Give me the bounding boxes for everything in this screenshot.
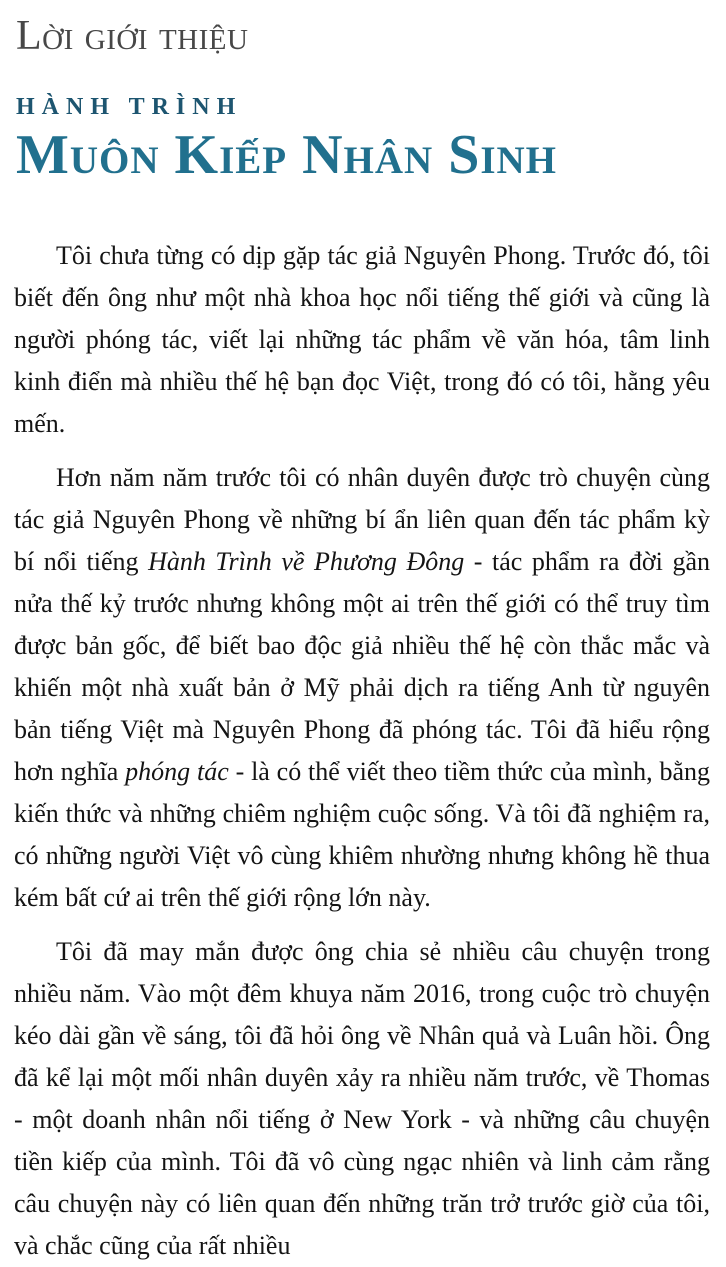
book-title-line1: HÀNH TRÌNH bbox=[16, 94, 243, 121]
text-run: Tôi chưa từng có dịp gặp tác giả Nguyên Phong. Trước đó, tôi biết đến ông như một nhà khoa học nổi tiếng thế giới và cũng là người phóng tác, viết lại những tác phẩm về văn hóa, tâm linh kinh điển mà nhiều thế hệ bạn đọc Việt, trong đó có tôi, hằng yêu mến. bbox=[14, 241, 710, 439]
italic-text-run: phóng tác bbox=[125, 757, 229, 787]
text-run: - tác phẩm ra đời gần nửa thế kỷ trước nhưng không một ai trên thế giới có thể truy tìm được bản gốc, để biết bao độc giả nhiều thế hệ còn thắc mắc và khiến một nhà xuất bản ở Mỹ phải dịch ra tiếng Anh từ nguyên bản tiếng Việt mà Nguyên Phong đã phóng tác. Tôi đã hiểu rộng hơn nghĩa bbox=[14, 547, 710, 787]
paragraph-2 bbox=[14, 457, 710, 919]
paragraph-1 bbox=[14, 235, 710, 445]
book-title bbox=[16, 94, 710, 187]
text-run: Hơn năm năm trước tôi có nhân duyên được trò chuyện cùng tác giả Nguyên Phong về những bí ẩn liên quan đến tác phẩm kỳ bí nổi tiếng bbox=[14, 463, 710, 577]
text-run: Tôi đã may mắn được ông chia sẻ nhiều câu chuyện trong nhiều năm. Vào một đêm khuya năm 2016, trong cuộc trò chuyện kéo dài gần về sáng, tôi đã hỏi ông về Nhân quả và Luân hồi. Ông đã kể lại một mối nhân duyên xảy ra nhiều năm trước, về Thomas - một doanh nhân nổi tiếng ở New York - và những câu chuyện tiền kiếp của mình. Tôi đã vô cùng ngạc nhiên và linh cảm rằng câu chuyện này có liên quan đến những trăn trở trước giờ của tôi, và chắc cũng của rất nhiều bbox=[14, 937, 710, 1261]
text-run: - là có thể viết theo tiềm thức của mình, bằng kiến thức và những chiêm nghiệm cuộc sống. Và tôi đã nghiệm ra, có những người Việt vô cùng khiêm nhường nhưng không hề thua kém bất cứ ai trên thế giới rộng lớn này. bbox=[14, 757, 710, 913]
page-header bbox=[14, 13, 710, 187]
chapter-kicker: Lời giới thiệu bbox=[16, 13, 249, 59]
book-title-line2: Muôn Kiếp Nhân Sinh bbox=[16, 124, 558, 187]
italic-text-run: Hành Trình về Phương Đông bbox=[148, 547, 465, 577]
paragraph-3 bbox=[14, 931, 710, 1267]
body-text bbox=[14, 235, 710, 1267]
